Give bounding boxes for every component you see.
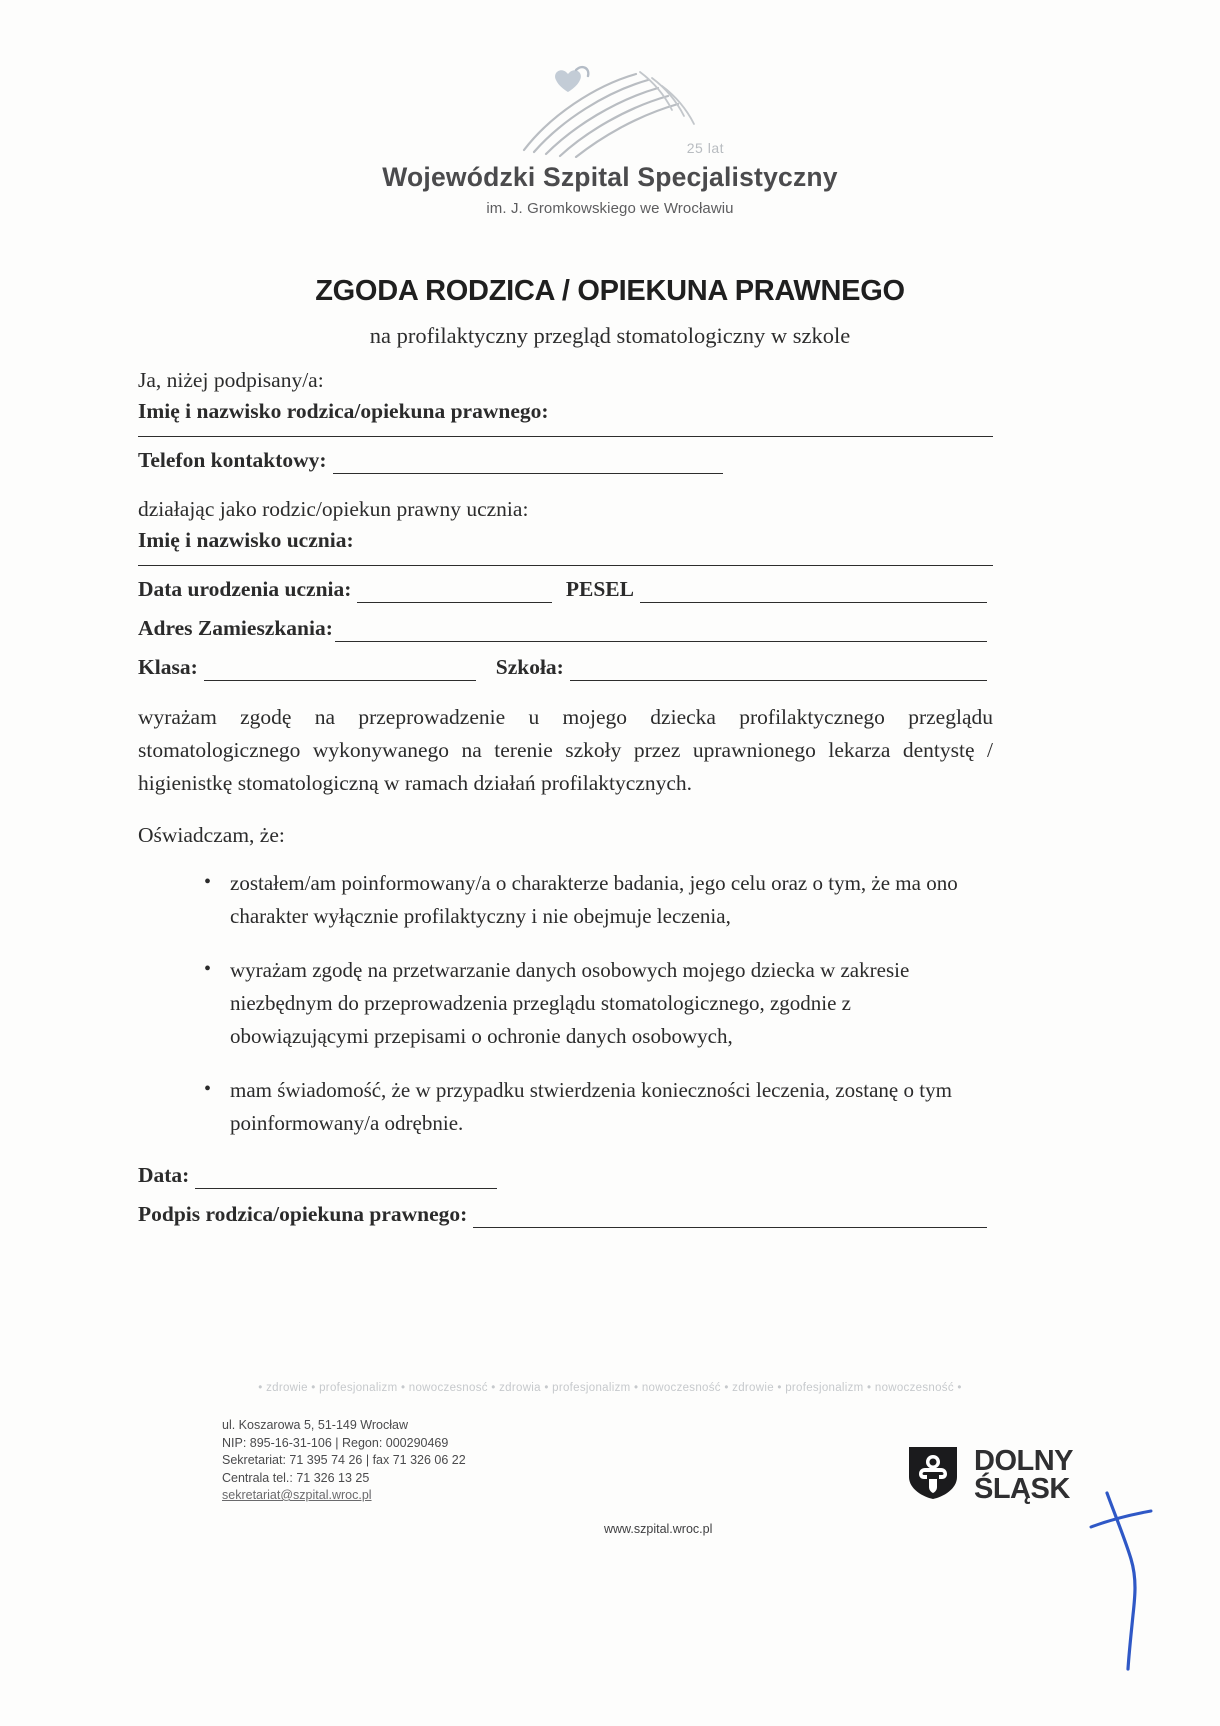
birth-date-input-line[interactable] xyxy=(357,582,551,603)
list-item: • mam świadomość, że w przypadku stwierdzenia konieczności leczenia, zostanę o tym poinformowany/a odrębnie. xyxy=(204,1074,993,1140)
address-row xyxy=(138,614,993,642)
signature-row xyxy=(138,1200,993,1228)
signature-label: Podpis rodzica/opiekuna prawnego: xyxy=(138,1202,468,1226)
pesel-input-line[interactable] xyxy=(640,582,987,603)
class-input-line[interactable] xyxy=(204,660,476,681)
dolny-slask-logo xyxy=(905,1443,1073,1506)
address-label: Adres Zamieszkania: xyxy=(138,616,333,640)
date-label: Data: xyxy=(138,1163,190,1187)
consent-paragraph: wyrażam zgodę na przeprowadzenie u mojego dziecka profilaktycznego przeglądu stomatologicznego wykonywanego na terenie szkoły przez uprawnionego lekarza dentystę / higienistkę stomatologiczną w ramach działań profilaktycznych. xyxy=(138,705,993,795)
dolny-slask-line1: DOLNY xyxy=(974,1444,1073,1477)
parent-name-input-line[interactable] xyxy=(138,436,993,437)
student-name-label: Imię i nazwisko ucznia: xyxy=(138,528,354,552)
phone-label: Telefon kontaktowy: xyxy=(138,448,327,472)
page-subtitle: na profilaktyczny przegląd stomatologiczny w szkole xyxy=(369,323,851,348)
student-name-input-line[interactable] xyxy=(138,565,993,566)
parent-name-label: Imię i nazwisko rodzica/opiekuna prawnego: xyxy=(138,399,549,423)
document-header xyxy=(0,58,1220,217)
footer-contact-block xyxy=(222,1417,466,1505)
school-label: Szkoła: xyxy=(495,655,564,679)
declaration-heading: Oświadczam, że: xyxy=(138,823,285,847)
phone-input-line[interactable] xyxy=(333,453,723,474)
form-body xyxy=(138,365,993,1228)
footer-slogan: • zdrowie • profesjonalizm • nowoczesnosć • zdrowia • profesjonalizm • nowoczesność • zdrowie • profesjonalizm • nowoczesność • xyxy=(258,1382,962,1394)
date-row xyxy=(138,1161,993,1189)
footer-email[interactable]: sekretariat@szpital.wroc.pl xyxy=(222,1488,372,1502)
list-item: • wyrażam zgodę na przetwarzanie danych osobowych mojego dziecka w zakresie niezbędnym do przeprowadzenia przeglądu stomatologicznego, zgodnie z obowiązującymi przepisami o ochronie danych osobowych, xyxy=(204,954,993,1053)
birth-pesel-row xyxy=(138,575,993,603)
organization-subtitle: im. J. Gromkowskiego we Wrocławiu xyxy=(486,200,734,217)
page-title: ZGODA RODZICA / OPIEKUNA PRAWNEGO xyxy=(315,275,905,307)
footer-website[interactable]: www.szpital.wroc.pl xyxy=(604,1522,713,1536)
organization-name: Wojewódzki Szpital Specjalistyczny xyxy=(382,162,838,192)
blue-pen-signature-icon xyxy=(1085,1487,1175,1682)
logo-years-label: 25 lat xyxy=(686,140,724,156)
dolny-slask-coat-of-arms-icon xyxy=(905,1443,961,1506)
acting-as-text: działając jako rodzic/opiekun prawny ucznia: xyxy=(138,497,529,521)
swoosh-logo-icon xyxy=(490,58,730,158)
footer-address: ul. Koszarowa 5, 51-149 Wrocław xyxy=(222,1418,408,1432)
class-school-row xyxy=(138,653,993,681)
footer-switchboard: Centrala tel.: 71 326 13 25 xyxy=(222,1470,370,1485)
declaration-list xyxy=(138,867,993,1140)
birth-date-label: Data urodzenia ucznia: xyxy=(138,577,352,601)
school-input-line[interactable] xyxy=(570,660,987,681)
pesel-label: PESEL xyxy=(565,577,634,601)
date-input-line[interactable] xyxy=(195,1168,497,1189)
intro-text: Ja, niżej podpisany/a: xyxy=(138,368,324,392)
signature-input-line[interactable] xyxy=(473,1207,987,1228)
footer-tax-ids: NIP: 895-16-31-106 | Regon: 000290469 xyxy=(222,1435,449,1450)
footer-secretariat: Sekretariat: 71 395 74 26 | fax 71 326 06 22 xyxy=(222,1453,466,1467)
class-label: Klasa: xyxy=(138,655,198,679)
dolny-slask-wordmark xyxy=(974,1444,1073,1505)
list-item: • zostałem/am poinformowany/a o charakterze badania, jego celu oraz o tym, że ma ono charakter wyłącznie profilaktyczny i nie obejmuje leczenia, xyxy=(204,867,993,933)
address-input-line[interactable] xyxy=(335,621,987,642)
phone-row xyxy=(138,446,993,474)
dolny-slask-line2: ŚLĄSK xyxy=(974,1472,1070,1505)
